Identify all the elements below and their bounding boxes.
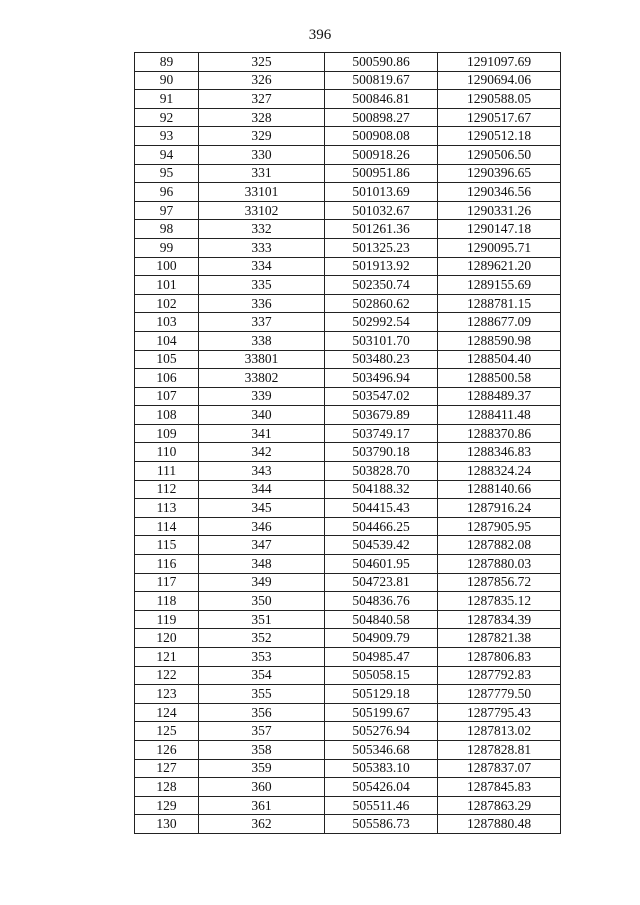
y-coordinate-cell: 1290506.50 [438,145,561,164]
point-id-cell: 342 [199,443,325,462]
point-id-cell: 344 [199,480,325,499]
x-coordinate-cell: 503547.02 [325,387,438,406]
row-number-cell: 110 [135,443,199,462]
x-coordinate-cell: 500846.81 [325,90,438,109]
x-coordinate-cell: 503749.17 [325,424,438,443]
table-row [135,313,561,332]
table-row [135,369,561,388]
point-id-cell: 361 [199,796,325,815]
row-number-cell: 101 [135,276,199,295]
row-number-cell: 111 [135,462,199,481]
table-row [135,71,561,90]
row-number-cell: 127 [135,759,199,778]
x-coordinate-cell: 504909.79 [325,629,438,648]
y-coordinate-cell: 1288346.83 [438,443,561,462]
y-coordinate-cell: 1289621.20 [438,257,561,276]
x-coordinate-cell: 503101.70 [325,331,438,350]
point-id-cell: 337 [199,313,325,332]
x-coordinate-cell: 505426.04 [325,778,438,797]
table-row [135,164,561,183]
x-coordinate-cell: 500951.86 [325,164,438,183]
y-coordinate-cell: 1287837.07 [438,759,561,778]
x-coordinate-cell: 503790.18 [325,443,438,462]
table-row [135,722,561,741]
point-id-cell: 33801 [199,350,325,369]
table-row [135,740,561,759]
point-id-cell: 334 [199,257,325,276]
table-row [135,555,561,574]
table-row [135,183,561,202]
x-coordinate-cell: 500908.08 [325,127,438,146]
table-row [135,443,561,462]
point-id-cell: 325 [199,53,325,72]
y-coordinate-cell: 1287845.83 [438,778,561,797]
x-coordinate-cell: 503496.94 [325,369,438,388]
table-row [135,406,561,425]
y-coordinate-cell: 1287863.29 [438,796,561,815]
x-coordinate-cell: 503480.23 [325,350,438,369]
y-coordinate-cell: 1288677.09 [438,313,561,332]
x-coordinate-cell: 503679.89 [325,406,438,425]
table-row [135,90,561,109]
x-coordinate-cell: 505058.15 [325,666,438,685]
row-number-cell: 109 [135,424,199,443]
table-row [135,759,561,778]
row-number-cell: 129 [135,796,199,815]
point-id-cell: 352 [199,629,325,648]
table-row [135,53,561,72]
point-id-cell: 341 [199,424,325,443]
table-row [135,629,561,648]
point-id-cell: 33101 [199,183,325,202]
y-coordinate-cell: 1287828.81 [438,740,561,759]
point-id-cell: 331 [199,164,325,183]
point-id-cell: 338 [199,331,325,350]
x-coordinate-cell: 505586.73 [325,815,438,834]
y-coordinate-cell: 1287821.38 [438,629,561,648]
x-coordinate-cell: 502860.62 [325,294,438,313]
coordinates-table [134,52,561,834]
table-row [135,666,561,685]
row-number-cell: 124 [135,703,199,722]
y-coordinate-cell: 1289155.69 [438,276,561,295]
x-coordinate-cell: 504539.42 [325,536,438,555]
point-id-cell: 345 [199,499,325,518]
x-coordinate-cell: 502350.74 [325,276,438,295]
row-number-cell: 94 [135,145,199,164]
row-number-cell: 95 [135,164,199,183]
table-row [135,592,561,611]
row-number-cell: 122 [135,666,199,685]
row-number-cell: 103 [135,313,199,332]
y-coordinate-cell: 1288500.58 [438,369,561,388]
point-id-cell: 348 [199,555,325,574]
row-number-cell: 92 [135,108,199,127]
row-number-cell: 112 [135,480,199,499]
x-coordinate-cell: 504466.25 [325,517,438,536]
point-id-cell: 336 [199,294,325,313]
table-row [135,536,561,555]
point-id-cell: 349 [199,573,325,592]
row-number-cell: 90 [135,71,199,90]
row-number-cell: 126 [135,740,199,759]
y-coordinate-cell: 1287880.48 [438,815,561,834]
table-row [135,350,561,369]
y-coordinate-cell: 1288590.98 [438,331,561,350]
y-coordinate-cell: 1287882.08 [438,536,561,555]
y-coordinate-cell: 1287880.03 [438,555,561,574]
y-coordinate-cell: 1287806.83 [438,648,561,667]
point-id-cell: 33802 [199,369,325,388]
row-number-cell: 128 [135,778,199,797]
row-number-cell: 121 [135,648,199,667]
y-coordinate-cell: 1288489.37 [438,387,561,406]
point-id-cell: 327 [199,90,325,109]
y-coordinate-cell: 1290346.56 [438,183,561,202]
table-row [135,648,561,667]
table-row [135,257,561,276]
point-id-cell: 333 [199,238,325,257]
point-id-cell: 343 [199,462,325,481]
y-coordinate-cell: 1290694.06 [438,71,561,90]
point-id-cell: 355 [199,685,325,704]
y-coordinate-cell: 1287795.43 [438,703,561,722]
table-row [135,294,561,313]
table-row [135,499,561,518]
table-row [135,480,561,499]
point-id-cell: 360 [199,778,325,797]
point-id-cell: 326 [199,71,325,90]
y-coordinate-cell: 1288504.40 [438,350,561,369]
y-coordinate-cell: 1290512.18 [438,127,561,146]
x-coordinate-cell: 505199.67 [325,703,438,722]
y-coordinate-cell: 1288370.86 [438,424,561,443]
point-id-cell: 329 [199,127,325,146]
x-coordinate-cell: 500590.86 [325,53,438,72]
point-id-cell: 357 [199,722,325,741]
point-id-cell: 359 [199,759,325,778]
row-number-cell: 93 [135,127,199,146]
table-row [135,331,561,350]
point-id-cell: 332 [199,220,325,239]
row-number-cell: 89 [135,53,199,72]
row-number-cell: 113 [135,499,199,518]
table-row [135,703,561,722]
table-row [135,127,561,146]
y-coordinate-cell: 1287835.12 [438,592,561,611]
x-coordinate-cell: 504723.81 [325,573,438,592]
row-number-cell: 104 [135,331,199,350]
row-number-cell: 108 [135,406,199,425]
x-coordinate-cell: 500918.26 [325,145,438,164]
y-coordinate-cell: 1287792.83 [438,666,561,685]
x-coordinate-cell: 501913.92 [325,257,438,276]
row-number-cell: 123 [135,685,199,704]
row-number-cell: 107 [135,387,199,406]
row-number-cell: 106 [135,369,199,388]
table-row [135,201,561,220]
point-id-cell: 335 [199,276,325,295]
y-coordinate-cell: 1287856.72 [438,573,561,592]
x-coordinate-cell: 501325.23 [325,238,438,257]
y-coordinate-cell: 1290517.67 [438,108,561,127]
x-coordinate-cell: 501013.69 [325,183,438,202]
row-number-cell: 102 [135,294,199,313]
x-coordinate-cell: 505511.46 [325,796,438,815]
y-coordinate-cell: 1288324.24 [438,462,561,481]
y-coordinate-cell: 1288411.48 [438,406,561,425]
table-row [135,238,561,257]
y-coordinate-cell: 1287916.24 [438,499,561,518]
page-number: 396 [308,27,332,43]
x-coordinate-cell: 501261.36 [325,220,438,239]
table-row [135,108,561,127]
table-row [135,610,561,629]
y-coordinate-cell: 1287813.02 [438,722,561,741]
coordinates-table-body [135,53,561,834]
point-id-cell: 330 [199,145,325,164]
point-id-cell: 353 [199,648,325,667]
x-coordinate-cell: 504985.47 [325,648,438,667]
x-coordinate-cell: 501032.67 [325,201,438,220]
point-id-cell: 347 [199,536,325,555]
x-coordinate-cell: 505276.94 [325,722,438,741]
y-coordinate-cell: 1288140.66 [438,480,561,499]
x-coordinate-cell: 504601.95 [325,555,438,574]
point-id-cell: 351 [199,610,325,629]
point-id-cell: 33102 [199,201,325,220]
table-row [135,220,561,239]
x-coordinate-cell: 505129.18 [325,685,438,704]
y-coordinate-cell: 1290588.05 [438,90,561,109]
table-row [135,573,561,592]
y-coordinate-cell: 1288781.15 [438,294,561,313]
y-coordinate-cell: 1287905.95 [438,517,561,536]
row-number-cell: 130 [135,815,199,834]
row-number-cell: 97 [135,201,199,220]
table-row [135,462,561,481]
table-row [135,387,561,406]
point-id-cell: 328 [199,108,325,127]
x-coordinate-cell: 500898.27 [325,108,438,127]
point-id-cell: 339 [199,387,325,406]
row-number-cell: 96 [135,183,199,202]
row-number-cell: 117 [135,573,199,592]
row-number-cell: 120 [135,629,199,648]
table-row [135,517,561,536]
row-number-cell: 114 [135,517,199,536]
y-coordinate-cell: 1287834.39 [438,610,561,629]
y-coordinate-cell: 1287779.50 [438,685,561,704]
row-number-cell: 99 [135,238,199,257]
x-coordinate-cell: 505383.10 [325,759,438,778]
point-id-cell: 356 [199,703,325,722]
table-row [135,796,561,815]
row-number-cell: 98 [135,220,199,239]
x-coordinate-cell: 504836.76 [325,592,438,611]
y-coordinate-cell: 1290147.18 [438,220,561,239]
row-number-cell: 118 [135,592,199,611]
y-coordinate-cell: 1291097.69 [438,53,561,72]
point-id-cell: 354 [199,666,325,685]
x-coordinate-cell: 505346.68 [325,740,438,759]
table-row [135,145,561,164]
row-number-cell: 100 [135,257,199,276]
point-id-cell: 346 [199,517,325,536]
point-id-cell: 358 [199,740,325,759]
row-number-cell: 119 [135,610,199,629]
table-row [135,778,561,797]
point-id-cell: 350 [199,592,325,611]
row-number-cell: 105 [135,350,199,369]
table-row [135,276,561,295]
table-row [135,685,561,704]
point-id-cell: 340 [199,406,325,425]
x-coordinate-cell: 500819.67 [325,71,438,90]
row-number-cell: 116 [135,555,199,574]
table-row [135,424,561,443]
y-coordinate-cell: 1290095.71 [438,238,561,257]
x-coordinate-cell: 503828.70 [325,462,438,481]
y-coordinate-cell: 1290331.26 [438,201,561,220]
y-coordinate-cell: 1290396.65 [438,164,561,183]
x-coordinate-cell: 504188.32 [325,480,438,499]
row-number-cell: 115 [135,536,199,555]
table-row [135,815,561,834]
row-number-cell: 125 [135,722,199,741]
point-id-cell: 362 [199,815,325,834]
x-coordinate-cell: 504415.43 [325,499,438,518]
x-coordinate-cell: 504840.58 [325,610,438,629]
row-number-cell: 91 [135,90,199,109]
x-coordinate-cell: 502992.54 [325,313,438,332]
